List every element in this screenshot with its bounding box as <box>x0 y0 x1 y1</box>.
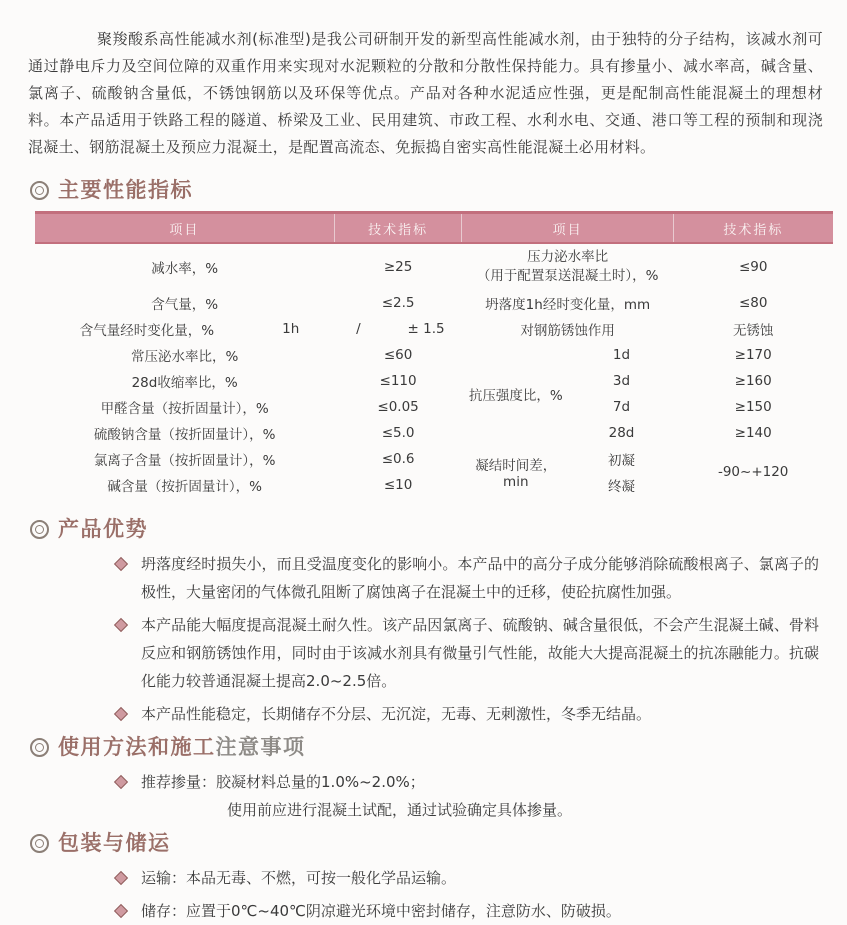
table-cell-value: ≤5.0 <box>381 425 415 441</box>
diamond-bullet-icon <box>114 618 128 632</box>
table-row <box>35 394 833 420</box>
table-header-row <box>35 213 833 244</box>
section-title-usage <box>30 734 825 760</box>
list-item-text: 本产品能大幅度提高混凝土耐久性。该产品因氯离子、硫酸钠、碱含量很低，不会产生混凝土碱、骨料反应和钢筋锈蚀作用，同时由于该减水剂具有微量引气性能，故能大大提高混凝土的抗冻融能力。抗碳化能力较普通混凝土提高2.0~2.5倍。 <box>141 616 819 690</box>
table-cell-group-label: 抗压强度比，% <box>468 388 563 404</box>
table-cell-value: ≥160 <box>734 373 772 389</box>
diamond-bullet-icon <box>114 707 128 721</box>
table-row <box>35 420 833 446</box>
column-header: 项目 <box>35 213 334 244</box>
table-row <box>35 290 833 316</box>
list-item <box>116 864 819 892</box>
table-cell-value: ≤80 <box>738 295 768 311</box>
list-item <box>116 550 819 606</box>
list-item <box>116 700 819 728</box>
table-cell-age: 初凝 <box>608 453 635 469</box>
table-cell-value: ≥25 <box>383 259 413 275</box>
section-title-packing <box>30 830 825 856</box>
diamond-bullet-icon <box>114 871 128 885</box>
table-row <box>35 368 833 394</box>
table-cell-age: 1d <box>612 347 631 363</box>
section-title-text-muted: 注意事项 <box>215 735 306 759</box>
table-cell-value: -90~+120 <box>717 464 789 480</box>
table-cell-token: / <box>356 321 361 337</box>
table-cell-value: ≤2.5 <box>381 295 415 311</box>
table-cell-item <box>462 243 673 290</box>
table-row <box>35 316 833 342</box>
table-cell-value: ≥150 <box>734 399 772 415</box>
usage-list <box>28 768 825 824</box>
table-cell-value: 无锈蚀 <box>732 323 774 339</box>
table-cell-item: 28d收缩率比，% <box>131 375 238 391</box>
section-title-text: 包装与储运 <box>58 831 171 855</box>
table-cell-value: ≥140 <box>734 425 772 441</box>
section-title-performance <box>30 177 825 203</box>
table-cell-item: 氯离子含量（按折固量计），% <box>93 453 276 469</box>
table-cell-value: ≤90 <box>738 259 768 275</box>
table-cell-line: 压力泌水率比 <box>527 249 609 265</box>
usage-trial-text: 使用前应进行混凝土试配，通过试验确定具体掺量。 <box>227 801 573 819</box>
table-cell-age: 终凝 <box>608 479 635 495</box>
table-cell-token: ± 1.5 <box>407 321 445 337</box>
table-cell-value: ≤0.6 <box>381 451 415 467</box>
list-item <box>116 611 819 695</box>
packing-list <box>28 864 825 925</box>
column-header: 项目 <box>462 213 673 244</box>
section-title-advantages <box>30 516 825 542</box>
advantages-list <box>28 550 825 728</box>
column-header: 技术指标 <box>673 213 833 244</box>
list-item-text: 运输：本品无毒、不燃，可按一般化学品运输。 <box>141 869 457 887</box>
table-cell-item: 含气量，% <box>151 297 219 313</box>
section-marker-icon <box>30 181 49 200</box>
table-cell-label: 含气量经时变化量，% <box>79 323 215 339</box>
usage-dosage-text: 推荐掺量：胶凝材料总量的1.0%~2.0%； <box>141 773 425 791</box>
table-cell-item: 常压泌水率比，% <box>130 349 239 365</box>
table-cell-item: 硫酸钠含量（按折固量计），% <box>93 427 276 443</box>
table-cell-value: ≤10 <box>383 477 413 493</box>
table-cell-item: 减水率，% <box>151 261 219 277</box>
table-cell-group-label: 凝结时间差，min <box>475 458 557 490</box>
table-cell-item: 坍落度1h经时变化量，mm <box>485 297 651 313</box>
table-cell-age: 28d <box>608 425 635 441</box>
table-row <box>35 446 833 472</box>
table-cell-age: 3d <box>612 373 631 389</box>
list-item-text: 坍落度经时损失小，而且受温度变化的影响小。本产品中的高分子成分能够消除硫酸根离子、氯离子的极性，大量密闭的气体微孔阻断了腐蚀离子在混凝土中的迁移，使砼抗腐性加强。 <box>141 555 819 601</box>
list-item <box>116 768 819 824</box>
column-header: 技术指标 <box>334 213 462 244</box>
table-cell-item <box>35 316 462 342</box>
section-marker-icon <box>30 520 49 539</box>
section-title-text: 产品优势 <box>58 517 148 541</box>
section-title-text: 使用方法和施工 <box>58 735 216 759</box>
table-cell-value: ≤0.05 <box>377 399 419 415</box>
section-marker-icon <box>30 834 49 853</box>
table-cell-value: ≤110 <box>379 373 417 389</box>
table-row <box>35 243 833 290</box>
list-item-text: 储存：应置于0℃~40℃阴凉避光环境中密封储存，注意防水、防破损。 <box>141 902 621 920</box>
list-item-text: 本产品性能稳定，长期储存不分层、无沉淀，无毒、无刺激性，冬季无结晶。 <box>141 705 652 723</box>
table-cell-item: 对钢筋锈蚀作用 <box>520 323 615 339</box>
table-cell-value: ≤60 <box>383 347 413 363</box>
section-marker-icon <box>30 738 49 757</box>
table-cell-item: 碱含量（按折固量计），% <box>107 479 262 495</box>
performance-table <box>35 211 833 498</box>
diamond-bullet-icon <box>114 557 128 571</box>
table-cell-item: 甲醛含量（按折固量计），% <box>100 401 269 417</box>
diamond-bullet-icon <box>114 904 128 918</box>
table-cell-line: （用于配置泵送混凝土时），% <box>476 268 659 284</box>
table-cell-age: 7d <box>612 399 631 415</box>
diamond-bullet-icon <box>114 775 128 789</box>
table-cell-value: ≥170 <box>734 347 772 363</box>
intro-paragraph: 聚羧酸系高性能减水剂(标准型)是我公司研制开发的新型高性能减水剂，由于独特的分子结构，该减水剂可通过静电斥力及空间位障的双重作用来实现对水泥颗粒的分散和分散性保持能力。具有掺量小、减水率高，碱含量、氯离子、硫酸钠含量低，不锈蚀钢筋以及环保等优点。产品对各种水泥适应性强，更是配制高性能混凝土的理想材料。本产品适用于铁路工程的隧道、桥梁及工业、民用建筑、市政工程、水利水电、交通、港口等工程的预制和现浇混凝土、钢筋混凝土及预应力混凝土，是配置高流态、免振捣自密实高性能混凝土必用材料。 <box>28 30 823 156</box>
list-item <box>116 897 819 925</box>
table-cell-token: 1h <box>282 321 300 337</box>
section-title-text: 主要性能指标 <box>58 178 193 202</box>
table-row <box>35 342 833 368</box>
